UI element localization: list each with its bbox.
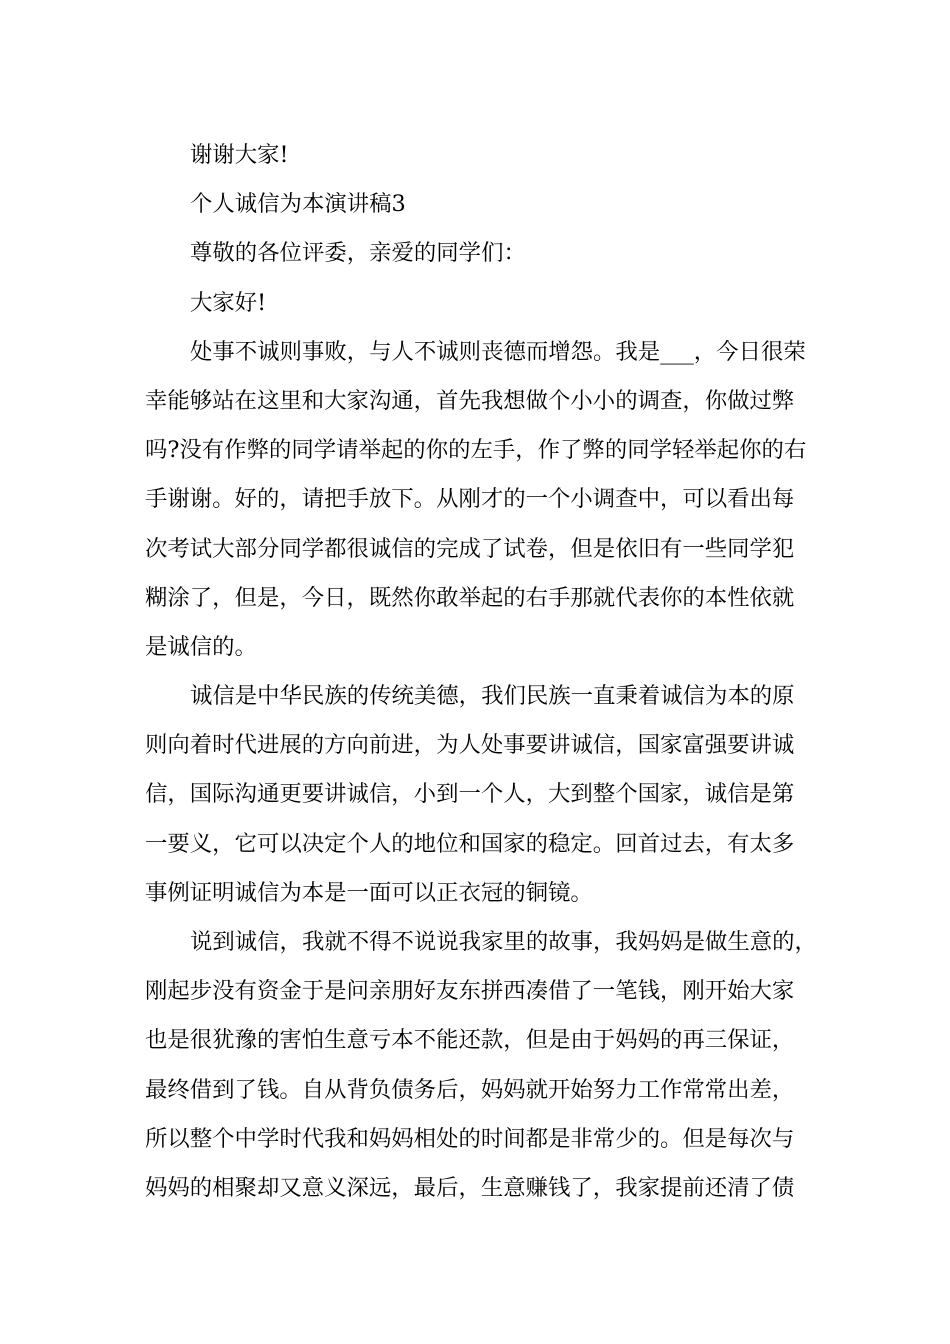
paragraph-1-line-4: 手谢谢。好的，请把手放下。从刚才的一个小调查中，可以看出每 — [145, 486, 795, 513]
paragraph-1-line-7: 是诚信的。 — [145, 633, 257, 660]
salutation-line: 尊敬的各位评委，亲爱的同学们： — [190, 240, 526, 267]
paragraph-3-line-2: 刚起步没有资金于是问亲朋好友东拼西凑借了一笔钱，刚开始大家 — [145, 978, 795, 1005]
paragraph-3-line-4: 最终借到了钱。自从背负债务后，妈妈就开始努力工作常常出差， — [145, 1076, 795, 1103]
speech-title: 个人诚信为本演讲稿3 — [190, 191, 406, 218]
paragraph-2-line-3: 信，国际沟通更要讲诚信，小到一个人，大到整个国家，诚信是第 — [145, 781, 795, 808]
paragraph-2-line-4: 一要义，它可以决定个人的地位和国家的稳定。回首过去，有太多 — [145, 830, 795, 857]
paragraph-1-line-1: 处事不诚则事败，与人不诚则丧德而增怨。我是___，今日很荣 — [190, 338, 806, 365]
paragraph-3-line-3: 也是很犹豫的害怕生意亏本不能还款，但是由于妈妈的再三保证， — [145, 1027, 795, 1054]
paragraph-3-line-6: 妈妈的相聚却又意义深远，最后，生意赚钱了，我家提前还清了债 — [145, 1174, 795, 1201]
greeting-line: 大家好! — [190, 289, 267, 316]
paragraph-2-line-5: 事例证明诚信为本是一面可以正衣冠的铜镜。 — [145, 879, 593, 906]
paragraph-1-line-2: 幸能够站在这里和大家沟通，首先我想做个小小的调查，你做过弊 — [145, 387, 795, 414]
paragraph-2-line-2: 则向着时代进展的方向前进，为人处事要讲诚信，国家富强要讲诚 — [145, 732, 795, 759]
paragraph-3-line-1: 说到诚信，我就不得不说说我家里的故事，我妈妈是做生意的， — [190, 929, 817, 955]
paragraph-3-line-5: 所以整个中学时代我和妈妈相处的时间都是非常少的。但是每次与 — [145, 1125, 795, 1152]
speech-text — [145, 131, 835, 1213]
paragraph-1-line-5: 次考试大部分同学都很诚信的完成了试卷，但是依旧有一些同学犯 — [145, 535, 795, 562]
paragraph-1-line-6: 糊涂了，但是，今日，既然你敢举起的右手那就代表你的本性依就 — [145, 584, 795, 611]
closing-line: 谢谢大家! — [190, 142, 289, 168]
paragraph-1-line-3: 吗?没有作弊的同学请举起的你的左手，作了弊的同学轻举起你的右 — [145, 437, 807, 464]
paragraph-2-line-1: 诚信是中华民族的传统美德，我们民族一直秉着诚信为本的原 — [190, 683, 795, 710]
